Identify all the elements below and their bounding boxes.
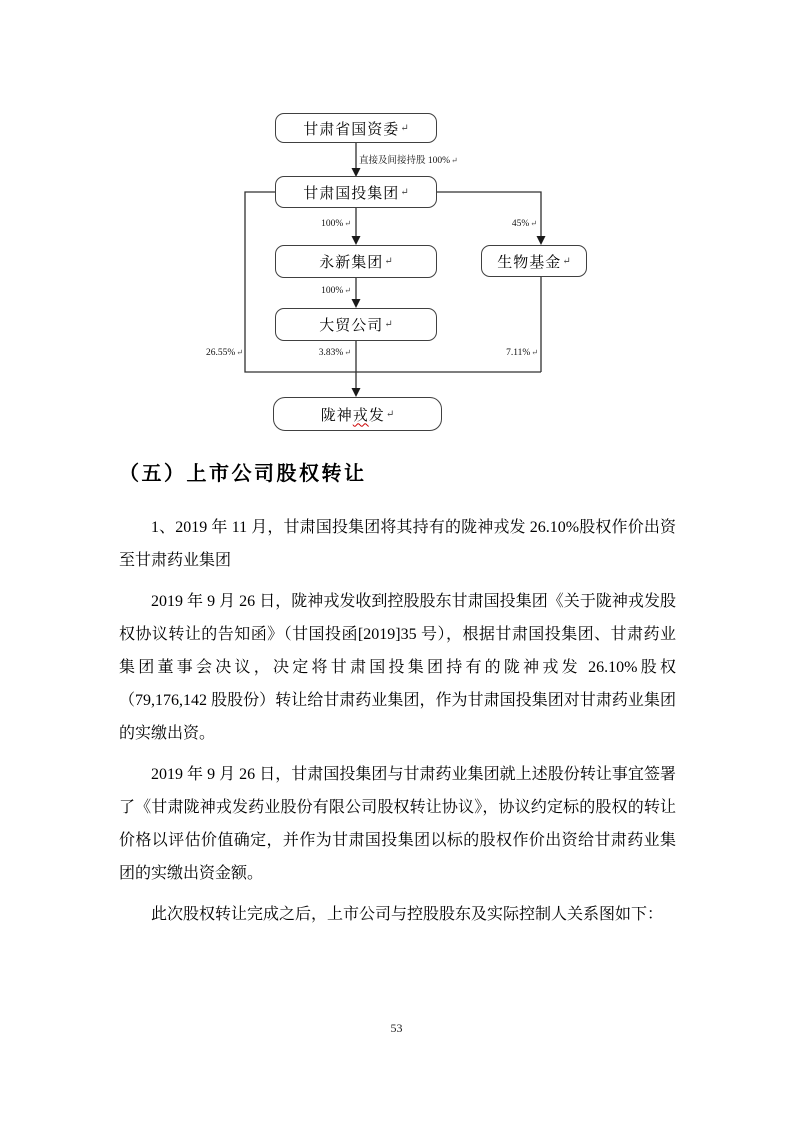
node-gansu-sasac: [275, 113, 437, 143]
paragraph-mark: ↵: [344, 286, 351, 295]
diagram-connector-lines: [0, 0, 793, 450]
paragraph-mark: ↵: [344, 348, 351, 357]
ownership-structure-diagram: [0, 0, 793, 450]
paragraph-mark: ↵: [400, 122, 409, 134]
edge-label-direct-indirect-100: 直接及间接持股 100%↵: [359, 156, 458, 166]
edge-label-2655-guotou-longshen: 26.55%↵: [206, 348, 243, 358]
paragraph-mark: ↵: [384, 256, 393, 267]
paragraph-mark: ↵: [530, 219, 537, 228]
node-damao-company: [275, 308, 437, 341]
edge-label-383-damao-longshen: 3.83%↵: [318, 348, 351, 358]
node-label: 生物基金: [497, 254, 562, 271]
paragraph-mark: ↵: [344, 219, 351, 228]
paragraph-mark: ↵: [236, 348, 243, 357]
paragraph-mark: ↵: [451, 156, 458, 165]
node-yongxin-group: [275, 245, 437, 278]
node-label-spellcheck: 戎: [352, 407, 369, 424]
node-label: 甘肃国投集团: [303, 185, 400, 202]
node-longshen-rongfa: [273, 397, 442, 431]
paragraph-mark: ↵: [531, 348, 538, 357]
paragraph-mark: ↵: [562, 255, 571, 267]
page-number: 53: [390, 1021, 403, 1035]
paragraph: 2019 年 9 月 26 日，陇神戎发收到控股股东甘肃国投集团《关于陇神戎发股权协议转让的告知函》（甘国投函[2019]35 号），根据甘肃国投集团、甘肃药业集团董事会决议，决定将甘肃国投集团持有的陇神戎发 26.10%股权（79,176,142 股股份）转让给甘肃药业集团，作为甘肃国投集团对甘肃药业集团的实缴出资。: [119, 593, 676, 742]
node-gansu-guotou-group: [275, 176, 437, 208]
node-label: 大贸公司: [319, 318, 384, 334]
node-label: 陇神: [320, 407, 353, 424]
paragraph: 1、2019 年 11 月，甘肃国投集团将其持有的陇神戎发 26.10%股权作价出资至甘肃药业集团: [119, 519, 676, 569]
document-body: [119, 458, 676, 931]
node-bio-fund: [481, 245, 587, 277]
section-heading: （五）上市公司股权转让: [119, 463, 367, 485]
paragraph: 此次股权转让完成之后，上市公司与控股股东及实际控制人关系图如下：: [151, 906, 664, 923]
edge-label-45-guotou-biofund: 45%↵: [511, 219, 537, 229]
paragraph-mark: ↵: [384, 319, 393, 330]
paragraph-mark: ↵: [400, 186, 409, 198]
node-label: 甘肃省国资委: [303, 121, 400, 138]
edge-label-100-guotou-yongxin: 100%↵: [321, 219, 351, 229]
edge-label-711-biofund-longshen: 7.11%↵: [506, 348, 538, 358]
edge-label-100-yongxin-damao: 100%↵: [321, 286, 351, 296]
node-label: 发: [368, 407, 385, 424]
node-label: 永新集团: [319, 255, 384, 271]
paragraph-mark: ↵: [385, 408, 395, 420]
paragraph: 2019 年 9 月 26 日，甘肃国投集团与甘肃药业集团就上述股份转让事宜签署了《甘肃陇神戎发药业股份有限公司股权转让协议》，协议约定标的股权的转让价格以评估价值确定，并作为甘肃国投集团以标的股权作价出资给甘肃药业集团的实缴出资金额。: [119, 766, 676, 882]
